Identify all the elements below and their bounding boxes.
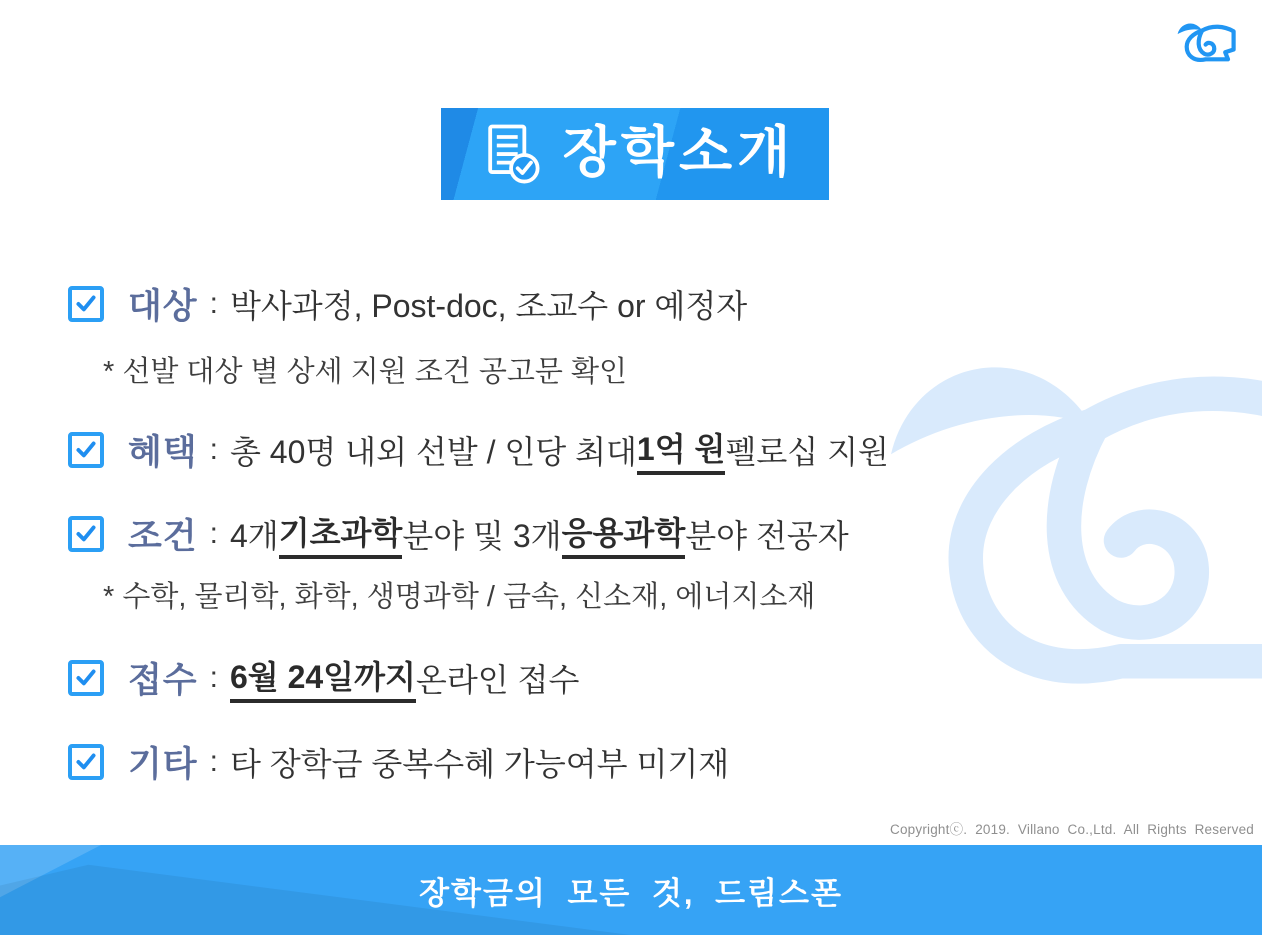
item-text: 온라인 접수 — [415, 661, 580, 698]
item-text-emphasis: 응용과학 — [562, 508, 686, 559]
item-colon: : — [209, 287, 218, 320]
list-item-benefit — [68, 424, 889, 475]
item-text: 분야 및 3개 — [402, 517, 562, 554]
dreamspon-logo-watermark — [845, 292, 1262, 812]
item-text: 4개 — [229, 517, 279, 554]
list-item-condition — [68, 508, 849, 559]
checkbox-checked-icon — [68, 744, 104, 780]
item-text: 박사과정, Post-doc, 조교수 or 예정자 — [229, 288, 748, 324]
item-note: * 선발 대상 별 상세 지원 조건 공고문 확인 — [103, 356, 627, 388]
page-title: 장학소개 — [562, 120, 796, 183]
item-colon: : — [209, 516, 218, 550]
item-colon: : — [209, 660, 218, 694]
item-note: * 수학, 물리학, 화학, 생명과학 / 금속, 신소재, 에너지소재 — [103, 581, 816, 613]
item-text: 분야 전공자 — [685, 517, 849, 554]
footer-bar — [0, 845, 1262, 935]
item-label: 혜택 — [128, 432, 198, 472]
checkbox-checked-icon — [68, 516, 104, 552]
item-label: 접수 — [128, 660, 198, 700]
item-colon: : — [209, 745, 218, 778]
title-banner — [441, 108, 829, 200]
item-text: 총 40명 내외 선발 / 인당 최대 — [229, 433, 637, 470]
item-text: 펠로십 지원 — [725, 433, 889, 470]
list-item-etc — [68, 737, 729, 787]
checkbox-checked-icon — [68, 660, 104, 696]
item-label: 기타 — [128, 745, 198, 784]
document-check-icon — [475, 118, 549, 192]
copyright-text: Copyrightⓒ. 2019. Villano Co.,Ltd. All Rights Reserved — [890, 822, 1254, 837]
item-label: 조건 — [128, 516, 198, 556]
item-text-emphasis: 6월 24일까지 — [230, 652, 416, 703]
item-colon: : — [209, 432, 218, 466]
item-text: 타 장학금 중복수혜 가능여부 미기재 — [229, 746, 730, 782]
item-text-emphasis: 기초과학 — [279, 508, 403, 559]
footer-tagline: 장학금의 모든 것, 드림스폰 — [419, 875, 843, 911]
list-item-target — [68, 279, 747, 329]
checkbox-checked-icon — [68, 432, 104, 468]
item-text-emphasis: 1억 원 — [637, 424, 726, 475]
list-item-application — [68, 652, 579, 703]
dreamspon-logo-icon — [1172, 14, 1242, 78]
checkbox-checked-icon — [68, 286, 104, 322]
item-label: 대상 — [128, 287, 198, 326]
